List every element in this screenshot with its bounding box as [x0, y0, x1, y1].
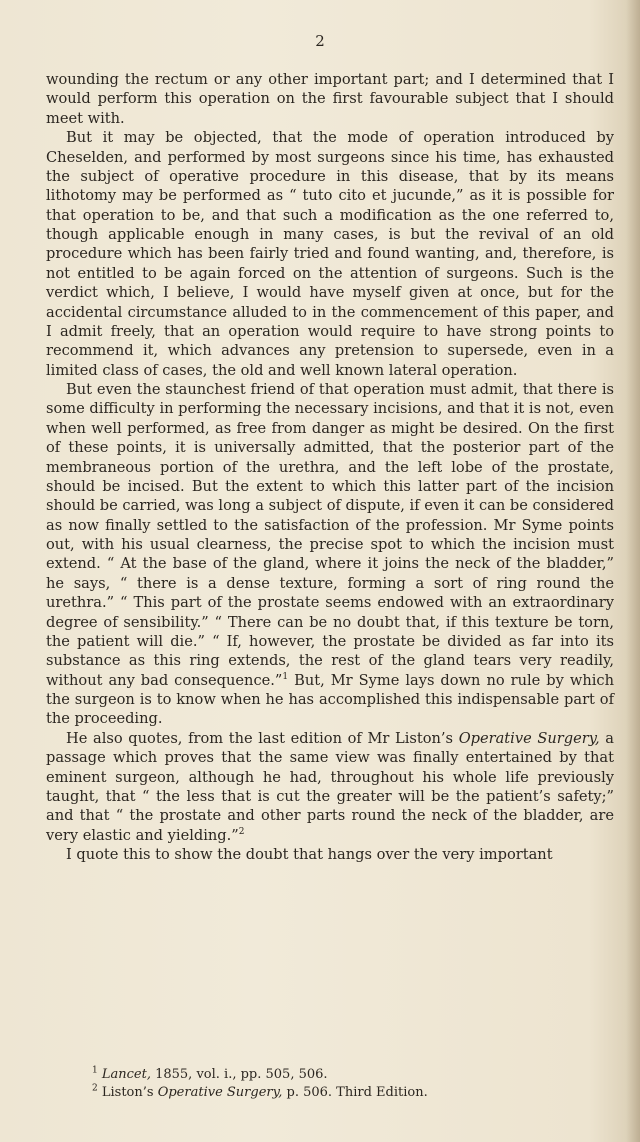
- body-text: [46, 70, 614, 864]
- page-edge-shadow: [626, 0, 640, 1142]
- footnotes: [92, 1066, 592, 1102]
- footnote-1-title: Lancet,: [101, 1067, 151, 1082]
- footnote-2: [92, 1084, 592, 1102]
- footnote-2-title: Operative Surgery,: [157, 1085, 283, 1100]
- liston-book-title: Operative Surgery,: [458, 729, 600, 747]
- footnote-mark-1: 1: [92, 1065, 98, 1076]
- footnote-1-post: 1855, vol. i., pp. 505, 506.: [150, 1067, 328, 1082]
- paragraph-syme: [46, 380, 614, 729]
- paragraph-liston-text: a passage which proves that the same view was finally entertained by that eminent surgeon, although he had, throughout his whole life previously taught, that “ the less that is cut the greater will be the patient’s safety;” and that “ the prostate and other parts round the neck of the bladder, are very elastic and yielding.”: [46, 729, 614, 844]
- footnote-mark-2: 2: [92, 1083, 98, 1094]
- page-number: 2: [315, 32, 325, 50]
- paragraph-syme-rule: But, Mr Syme lays down no rule by which the surgeon is to know when he has accomplished this indispensable part of the proceeding.: [46, 671, 615, 728]
- footnote-ref-2: 2: [238, 826, 245, 837]
- footnote-2-pre: Liston’s: [101, 1085, 158, 1100]
- paragraph-liston-intro: He also quotes, from the last edition of Mr Liston’s: [66, 729, 454, 747]
- paragraph-cheselden: But it may be objected, that the mode of operation introduced by Cheselden, and performed by most surgeons since his time, has exhausted the subject of operative procedure in this disease, that by its means lithotomy may be performed as “ tuto cito et jucunde,” as it is possible for that operation to be, and that such a modification as the one referred to, though applicable enough in many cases, is but the revival of an old procedure which has been fairly tried and found wanting, and, therefore, is not entitled to be again forced on the attention of surgeons. Such is the verdict which, I believe, I would have myself given at once, but for the accidental circumstance alluded to in the commencement of this paper, and I admit freely, that an operation would require to have strong points to recommend it, which advances any pretension to supersede, even in a limited class of cases, the old and well known lateral operation.: [46, 129, 614, 379]
- paragraph-quote: I quote this to show the doubt that hangs over the very important: [66, 846, 553, 863]
- paragraph-continuation: wounding the rectum or any other important part; and I determined that I would perform this operation on the first favourable subject that I should meet with.: [46, 71, 614, 127]
- footnote-1: [92, 1066, 592, 1084]
- paragraph-liston: [46, 729, 614, 845]
- footnote-2-post: p. 506. Third Edition.: [282, 1085, 428, 1100]
- footnote-ref-1: 1: [282, 671, 289, 682]
- paragraph-syme-text: But even the staunchest friend of that operation must admit, that there is some difficulty in performing the necessary incisions, and that it is not, even when well performed, as free from danger as might be desired. On the first of these points, it is universally admitted, that the posterior part of the membraneous portion of the urethra, and the left lobe of the prostate, should be incised. But the extent to which this latter part of the incision should be carried, was long a subject of dispute, if even it can be considered as now finally settled to the satisfaction of the profession. Mr Syme points out, with his usual clearness, the precise spot to which the incision must extend. “ At the base of the gland, where it joins the neck of the bladder,” he says, “ there is a dense texture, forming a sort of ring round the urethra.” “ This part of the prostate seems endowed with an extraordinary degree of sensibility.” “ There can be no doubt that, if this texture be torn, the patient will die.” “ If, however, the prostate be divided as far into its substance as this ring extends, the rest of the gland tears very readily, without any bad consequence.”: [46, 381, 614, 689]
